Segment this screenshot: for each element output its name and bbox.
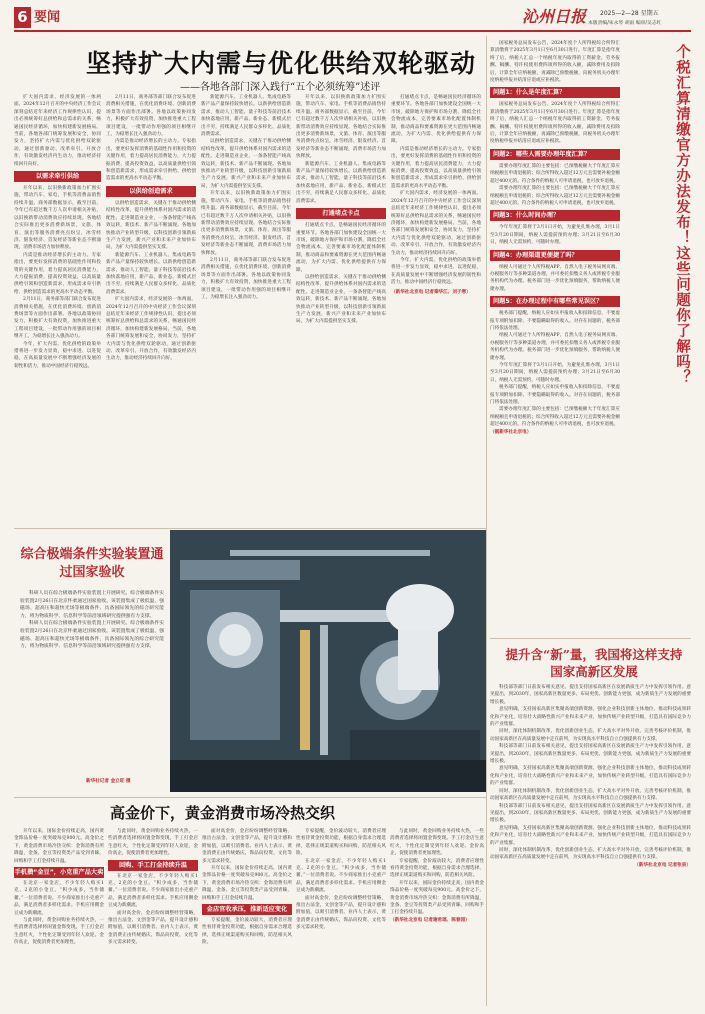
lab-photo	[170, 530, 486, 792]
gold-para: 在北京一家金店，不少年轻人购买1克、2克的小金豆。“积少成多，当作储蓄。”一位消费者说。不少商家推出小克重产品，满足消费者多样化需求。手机应用攒金豆成为新潮流。	[14, 881, 104, 916]
innovation-credit: （新华社北京电 记者张泉）	[634, 862, 691, 868]
tax-para: 今年年度汇算将于3月1日开始，为避免扎堆办理，3月1日至3月20日期间，纳税人需提前预约办理；3月21日至6月30日，纳税人无需预约，可随时办理。	[490, 225, 620, 246]
lead-body-col1	[14, 94, 101, 524]
lead-para: 今年，扩大内需、优化供给的政策举措将进一步发力显效，稳中求进、以进促稳，在高质量发展中不断增强经济发展的韧性和活力，推动中国经济行稳致远。	[391, 257, 481, 286]
gold-body-col3	[202, 828, 292, 1006]
lead-para: 新能源汽车、工业机器人、集成电路等新产品产量保持较快增长。以新供给创造新需求，推动人工智能、量子科技等前沿技术加快落地应用，新产品、新业态、新模式层出不穷，持续满足人民群众多样化、品质化消费需求。	[201, 95, 291, 138]
gold-para: 开年以来，国际金价持续走高，国内黄金饰品价格一度突破每克900元。高金价之下，黄金消费市场冷热交织：金饰消费有所降温，金条、金豆等投资类产品受到青睐，回购和手工打金持续升温。	[14, 829, 104, 864]
lab-caption	[20, 590, 164, 690]
gold-para: 开年以来，国际金价持续走高，国内黄金饰品价格一度突破每克900元。高金价之下，黄金消费市场冷热交织：金饰消费有所降温，金条、金豆等投资类产品受到青睐，回购和手工打金持续升温。	[390, 880, 484, 916]
header-rule	[14, 30, 691, 32]
lead-subhead-blockage: 打通堵点卡点	[296, 208, 386, 219]
lead-para: 内需是推动经济增长的主动力。专家指出，要更好发挥消费的基础性作用和投资的关键作用，着力提高居民消费能力，大力提振消费、提高投资效益，以高质量供给引领和创造新需求，形成需求牵引供给、供给创造需求的更高水平动态平衡。	[14, 252, 101, 295]
gold-subhead-small-weight: 手机攒“金豆”，小克重产品大卖	[14, 869, 104, 877]
gold-body-col4	[296, 828, 386, 1006]
tax-para: 需要办理年度汇算的主要包括：已预缴税额大于年度汇算应纳税额且申请退税的；综合所得收入超过12万元且需要补税金额超过400元的。符合条件的纳税人可申请退税，也可放弃退税。	[490, 407, 620, 428]
innovation-para: 同时，深化体制机制改革，优化创新创业生态，扩大高水平对外开放，完善考核评价机制，推动国家高新区在高质量发展中走在前列，为实现高水平科技自立自强提供有力支撑。	[490, 788, 691, 802]
innovation-para: 科技部等部门日前发布相关意见，提出支持国家高新区在发展新质生产力中发挥引领作用。意见提出，到2030年，国家高新区数量更多、布局更优、创新能力更强，成为新质生产力发展的重要增长极。	[490, 685, 691, 705]
tax-para: 纳税人可通过个人所得税APP、自然人电子税务局网页端、办税服务厅等多种渠道办理，并可委托扣缴义务人或涉税专业服务机构代为办理。税务部门进一步优化预填服务，帮助纳税人便捷办理。	[490, 333, 620, 361]
innovation-body	[490, 684, 691, 1006]
gold-para: 在北京一家金店，不少年轻人购买1克、2克的小金豆。“积少成多，当作储蓄。”一位消费者说。不少商家推出小克重产品，满足消费者多样化需求。手机应用攒金豆成为新潮流。	[296, 858, 386, 894]
section-divider	[14, 797, 486, 798]
gold-subhead-stores: 金店官收承压，推新适应变化	[202, 904, 292, 915]
lead-para: 开年以来，以旧换新政策加力扩围实施，带动汽车、家电、手机等消费品销售持续升温。商务部数据显示，截至目前，今年已有超过数千万人次申请相关补贴，以旧换新带动消费效应持续显现。各地结合实际推出更多消费新场景，文旅、体育、演出等服务消费亮点纷呈，冰雪经济、银发经济、首发经济等新业态不断涌现，消费市场活力加快释放。	[296, 95, 386, 160]
tax-para: 需要办理年度汇算的主要包括：已预缴税额大于年度汇算应纳税额且申请退税的；综合所得收入超过12万元且需要补税金额超过400元的。符合条件的纳税人可申请退税，也可放弃退税。	[490, 163, 620, 184]
newspaper-logo: 沁州日报	[522, 7, 587, 26]
lab-equipment-image	[170, 530, 486, 792]
gold-para: 面对高金价，金店纷纷调整经营策略，推出古法金、文创金等产品，提升设计感和附加值，以吸引消费者。业内人士表示，黄金消费正由传统婚庆、饰品向投资、文化等多元需求转变。	[202, 829, 292, 864]
lead-headline: 坚持扩大内需与优化供给双轮驱动	[86, 49, 477, 78]
lead-para: 今年，扩大内需、优化供给的政策举措将进一步发力显效，稳中求进、以进促稳，在高质量发展中不断增强经济发展的韧性和活力，推动中国经济行稳致远。	[14, 341, 101, 369]
tax-question-3: 问题3：什么时间办理？	[490, 210, 620, 221]
lead-body-col3	[201, 94, 291, 524]
gold-para: 专家提醒，金价波动较大，消费者应理性看待黄金投资功能，根据自身需求合理选择，选择正规渠道购买和回购，防范相关风险。	[202, 918, 292, 946]
tax-question-4: 问题4：办理渠道更便捷了吗？	[490, 250, 620, 261]
editor-line: 本版责编/朱永琴 胡雨 编审/吴志红	[588, 21, 662, 26]
tax-question-1: 问题1：什么是年度汇算？	[490, 87, 620, 98]
photo-credit: 新华社记者 金立旺 摄	[86, 779, 131, 784]
lead-para: 以供给创造需求，关键在于推动供给侧结构性改革，提升供给体系对国内需求的适配性。走进制造业企业，一条条智能产线高效运转，新技术、新产品不断涌现。各地加快推动产业转型升级，以科技创新引领新质生产力发展，新兴产业和未来产业加快布局，为扩大内需提供坚实支撑。	[106, 200, 196, 251]
gold-para: 与此同时，黄金回购业务持续火热，一些消费者选择将闲置金饰变现。手工打金店生意红火，个性化定制受到年轻人欢迎。金价高企，促使消费者更加理性。	[14, 918, 104, 946]
gold-body-col5	[390, 828, 484, 1006]
lead-subheadline: ——各地各部门深入践行“五个必须统筹”述评	[180, 82, 381, 93]
gold-body-col2	[108, 828, 198, 1006]
tax-para: 税务部门提醒，纳税人应如实申报收入和扣除信息，不要虚报专项附加扣除、不要隐瞒取得的收入。对存在问题的，税务部门将依法处理。	[490, 385, 620, 406]
gold-para: 专家提醒，金价波动较大，消费者应理性看待黄金投资功能，根据自身需求合理选择，选择正规渠道购买和回购，防范相关风险。	[390, 858, 484, 879]
gold-para: 开年以来，国际金价持续走高，国内黄金饰品价格一度突破每克900元。高金价之下，黄金消费市场冷热交织：金饰消费有所降温，金条、金豆等投资类产品受到青睐，回购和手工打金持续升温。	[202, 866, 292, 901]
innovation-para: 同时，深化体制机制改革，优化创新创业生态，扩大高水平对外开放，完善考核评价机制，推动国家高新区在高质量发展中走在前列，为实现高水平科技自立自强提供有力支撑。	[490, 729, 691, 742]
lead-body-col4	[296, 94, 386, 524]
lab-headline: 综合极端条件实验装置通过国家验收	[20, 547, 164, 580]
lead-credit: （新华社北京电 记者秦华江、刘子寒）	[391, 289, 471, 295]
tax-para: 国家税务总局发布公告，2024年度个人所得税综合所得汇算清缴将于2025年3月1日至6月30日进行。年度汇算是指年度终了后，纳税人汇总一个纳税年度内取得的工资薪金、劳务报酬、稿酬、特许权使用费四项所得的收入额，减除费用及扣除后，计算全年应纳税额，再减除已预缴税额，向税务机关办理年度纳税申报并结清应退或应补税款。	[490, 102, 620, 145]
gold-para: 专家提醒，金价波动较大，消费者应理性看待黄金投资功能，根据自身需求合理选择，选择正规渠道购买和回购，防范相关风险。	[296, 829, 386, 857]
gold-para: 面对高金价，金店纷纷调整经营策略，推出古法金、文创金等产品，提升设计感和附加值，以吸引消费者。业内人士表示，黄金消费正由传统婚庆、饰品向投资、文化等多元需求转变。	[296, 895, 386, 931]
lead-body-col5	[391, 94, 481, 524]
gold-para: 面对高金价，金店纷纷调整经营策略，推出古法金、文创金等产品，提升设计感和附加值，以吸引消费者。业内人士表示，黄金消费正由传统婚庆、饰品向投资、文化等多元需求转变。	[108, 910, 198, 946]
lead-body-col2	[106, 94, 196, 524]
tax-question-5: 问题5：在办理过程中有哪些常见误区？	[490, 296, 620, 307]
lab-para: 科研人员在综合极端条件实验装置上开展研究。综合极端条件实验装置2月26日在北京怀柔通过国家验收。该装置集成了极低温、强磁场、超高压和超快光场等极端条件，具备国际领先的综合研究能力，将为物质科学、信息科学等前沿领域研究提供强有力支撑。	[20, 621, 164, 650]
issue-date: 2025—2—28 星期五	[600, 10, 659, 17]
lead-para: 以供给创造需求，关键在于推动供给侧结构性改革，提升供给体系对国内需求的适配性。走进制造业企业，一条条智能产线高效运转，新技术、新产品不断涌现。各地加快推动产业转型升级，以科技创新引领新质生产力发展，新兴产业和未来产业加快布局，为扩大内需提供坚实支撑。	[296, 274, 386, 325]
lead-para: 新能源汽车、工业机器人、集成电路等新产品产量保持较快增长。以新供给创造新需求，推动人工智能、量子科技等前沿技术加快落地应用，新产品、新业态、新模式层出不穷，持续满足人民群众多样化、品质化消费需求。	[296, 161, 386, 204]
lead-para: 打通堵点卡点，是畅通国民经济循环的重要环节。各地各部门加快建设全国统一大市场，破除地方保护和市场分割，降低全社会物流成本，完善要素市场化配置体制机制，推动商品和要素资源在更大范围内畅通流动，为扩大内需、优化供给提供有力保障。	[296, 223, 386, 273]
lead-para: 2月11日，商务部等部门联合发布促进消费相关措施，在优化消费环境、创新消费场景等方面作出部署。各地以政策协同发力，积极扩大有效投资，加快推进重大工程项目建设，一批带动作用强的项目相继开工，为稳增长注入强劲动力。	[201, 257, 291, 300]
tax-headline: 个税汇算清缴官方办法发布！这些问题你了解吗？	[674, 44, 691, 385]
lead-para: 打通堵点卡点，是畅通国民经济循环的重要环节。各地各部门加快建设全国统一大市场，破除地方保护和市场分割，降低全社会物流成本，完善要素市场化配置体制机制，推动商品和要素资源在更大范围内畅通流动，为扩大内需、优化供给提供有力保障。	[391, 95, 481, 145]
lead-para: 新能源汽车、工业机器人、集成电路等新产品产量保持较快增长。以新供给创造新需求，推动人工智能、量子科技等前沿技术加快落地应用，新产品、新业态、新模式层出不穷，持续满足人民群众多样化、品质化消费需求。	[106, 252, 196, 295]
tax-body-col1	[490, 40, 620, 630]
innovation-para: 意见明确，支持国家高新区集聚高端创新资源，强化企业科技创新主体地位，推动科技成果转化和产业化，培育壮大战略性新兴产业和未来产业，加快传统产业转型升级，打造具有国际竞争力的产业集群。	[490, 825, 691, 846]
tax-para: 需要办理年度汇算的主要包括：已预缴税额大于年度汇算应纳税额且申请退税的；综合所得收入超过12万元且需要补税金额超过400元的。符合条件的纳税人可申请退税，也可放弃退税。	[490, 186, 620, 206]
lead-para: 扩大国内需求，经济发展的一体两面。2024年12月召开的中央经济工作会议深刻总结近年来经济工作规律性认识，提出必须统筹好总供给和总需求的关系，畅通国民经济循环，加快构建新发展格局。当前，各地各部门统筹发展和安全，协同发力，坚持扩大内需与优化供给双轮驱动，通过创新驱动、改革牵引、开放合作，有效激发经济内生动力，推动经济持续回升向好。	[391, 191, 481, 256]
innovation-para: 科技部等部门日前发布相关意见，提出支持国家高新区在发展新质生产力中发挥引领作用。意见提出，到2030年，国家高新区数量更多、布局更优、创新能力更强，成为新质生产力发展的重要增长极。	[490, 803, 691, 824]
innovation-para: 科技部等部门日前发布相关意见，提出支持国家高新区在发展新质生产力中发挥引领作用。意见提出，到2030年，国家高新区数量更多、布局更优、创新能力更强，成为新质生产力发展的重要增长极。	[490, 744, 691, 765]
section-divider	[14, 528, 486, 529]
lead-para: 内需是推动经济增长的主动力。专家指出，要更好发挥消费的基础性作用和投资的关键作用，着力提高居民消费能力，大力提振消费、提高投资效益，以高质量供给引领和创造新需求，形成需求牵引供给、供给创造需求的更高水平动态平衡。	[106, 139, 196, 182]
lead-subhead-supply: 以供给创造需求	[106, 186, 196, 197]
lab-para: 科研人员在综合极端条件实验装置上开展研究。综合极端条件实验装置2月26日在北京怀柔通过国家验收。该装置集成了极低温、强磁场、超高压和超快光场等极端条件，具备国际领先的综合研究能力，将为物质科学、信息科学等前沿领域研究提供强有力支撑。	[20, 591, 164, 619]
gold-para: 在北京一家金店，不少年轻人购买1克、2克的小金豆。“积少成多，当作储蓄。”一位消费者说。不少商家推出小克重产品，满足消费者多样化需求。手机应用攒金豆成为新潮流。	[108, 873, 198, 909]
lead-para: 2月11日，商务部等部门联合发布促进消费相关措施，在优化消费环境、创新消费场景等方面作出部署。各地以政策协同发力，积极扩大有效投资，加快推进重大工程项目建设，一批带动作用强的项目相继开工，为稳增长注入强劲动力。	[14, 297, 101, 340]
section-divider	[490, 638, 691, 639]
gold-credit: （新华社北京电 记者谢希瑶、陈春园）	[390, 917, 470, 923]
innovation-para: 同时，深化体制机制改革，优化创新创业生态，扩大高水平对外开放，完善考核评价机制，推动国家高新区在高质量发展中走在前列，为实现高水平科技自立自强提供有力支撑。	[490, 847, 691, 861]
page-number-badge: 6	[14, 7, 31, 28]
gold-body-col1	[14, 828, 104, 1006]
lead-subhead-demand: 以需求牵引供给	[14, 171, 101, 182]
lead-para: 扩大国内需求，经济发展的一体两面。2024年12月召开的中央经济工作会议深刻总结近年来经济工作规律性认识，提出必须统筹好总供给和总需求的关系，畅通国民经济循环，加快构建新发展格局。当前，各地各部门统筹发展和安全，协同发力，坚持扩大内需与优化供给双轮驱动，通过创新驱动、改革牵引、开放合作，有效激发经济内生动力，推动经济持续回升向好。	[14, 95, 101, 167]
tax-question-2: 问题2：哪些人需要办理年度汇算？	[490, 149, 620, 160]
gold-headline: 高金价下，黄金消费市场冷热交织	[110, 804, 336, 822]
tax-para: 今年年度汇算将于3月1日开始，为避免扎堆办理，3月1日至3月20日期间，纳税人需提前预约办理；3月21日至6月30日，纳税人无需预约，可随时办理。	[490, 363, 620, 383]
lead-para: 内需是推动经济增长的主动力。专家指出，要更好发挥消费的基础性作用和投资的关键作用，着力提高居民消费能力，大力提振消费、提高投资效益，以高质量供给引领和创造新需求，形成需求牵引供给、供给创造需求的更高水平动态平衡。	[391, 146, 481, 189]
tax-para: 纳税人可通过个人所得税APP、自然人电子税务局网页端、办税服务厅等多种渠道办理，并可委托扣缴义务人或涉税专业服务机构代为办理。税务部门进一步优化预填服务，帮助纳税人便捷办理。	[490, 264, 620, 292]
column-divider	[486, 36, 487, 1006]
innovation-para: 意见明确，支持国家高新区集聚高端创新资源，强化企业科技创新主体地位，推动科技成果转化和产业化，培育壮大战略性新兴产业和未来产业，加快传统产业转型升级，打造具有国际竞争力的产业集群。	[490, 766, 691, 787]
innovation-headline: 提升含“新”量，我国将这样支持国家高新区发展	[505, 647, 683, 679]
lead-para: 以供给创造需求，关键在于推动供给侧结构性改革，提升供给体系对国内需求的适配性。走进制造业企业，一条条智能产线高效运转，新技术、新产品不断涌现。各地加快推动产业转型升级，以科技创新引领新质生产力发展，新兴产业和未来产业加快布局，为扩大内需提供坚实支撑。	[201, 139, 291, 189]
gold-para: 与此同时，黄金回购业务持续火热，一些消费者选择将闲置金饰变现。手工打金店生意红火，个性化定制受到年轻人欢迎。金价高企，促使消费者更加理性。	[108, 829, 198, 857]
gold-para: 与此同时，黄金回购业务持续火热，一些消费者选择将闲置金饰变现。手工打金店生意红火，个性化定制受到年轻人欢迎。金价高企，促使消费者更加理性。	[390, 829, 484, 857]
tax-para: 国家税务总局发布公告，2024年度个人所得税综合所得汇算清缴将于2025年3月1日至6月30日进行。年度汇算是指年度终了后，纳税人汇总一个纳税年度内取得的工资薪金、劳务报酬、稿酬、特许权使用费四项所得的收入额，减除费用及扣除后，计算全年应纳税额，再减除已预缴税额，向税务机关办理年度纳税申报并结清应退或应补税款。	[490, 41, 620, 84]
lead-para: 2月11日，商务部等部门联合发布促进消费相关措施，在优化消费环境、创新消费场景等方面作出部署。各地以政策协同发力，积极扩大有效投资，加快推进重大工程项目建设，一批带动作用强的项目相继开工，为稳增长注入强劲动力。	[106, 95, 196, 138]
tax-credit: （据新华社北京电）	[490, 429, 532, 435]
innovation-para: 意见明确，支持国家高新区集聚高端创新资源，强化企业科技创新主体地位，推动科技成果转化和产业化，培育壮大战略性新兴产业和未来产业，加快传统产业转型升级，打造具有国际竞争力的产业集群。	[490, 707, 691, 728]
gold-subhead-buyback: 回购、手工打金持续升温	[108, 860, 198, 871]
tax-para: 税务部门提醒，纳税人应如实申报收入和扣除信息，不要虚报专项附加扣除、不要隐瞒取得的收入。对存在问题的，税务部门将依法处理。	[490, 311, 620, 331]
lead-para: 开年以来，以旧换新政策加力扩围实施，带动汽车、家电、手机等消费品销售持续升温。商务部数据显示，截至目前，今年已有超过数千万人次申请相关补贴，以旧换新带动消费效应持续显现。各地结合实际推出更多消费新场景，文旅、体育、演出等服务消费亮点纷呈，冰雪经济、银发经济、首发经济等新业态不断涌现，消费市场活力加快释放。	[14, 186, 101, 251]
lead-para: 扩大国内需求，经济发展的一体两面。2024年12月召开的中央经济工作会议深刻总结近年来经济工作规律性认识，提出必须统筹好总供给和总需求的关系，畅通国民经济循环，加快构建新发展格局。当前，各地各部门统筹发展和安全，协同发力，坚持扩大内需与优化供给双轮驱动，通过创新驱动、改革牵引、开放合作，有效激发经济内生动力，推动经济持续回升向好。	[106, 297, 196, 362]
section-label: 要闻	[34, 10, 61, 25]
lead-para: 开年以来，以旧换新政策加力扩围实施，带动汽车、家电、手机等消费品销售持续升温。商务部数据显示，截至目前，今年已有超过数千万人次申请相关补贴，以旧换新带动消费效应持续显现。各地结合实际推出更多消费新场景，文旅、体育、演出等服务消费亮点纷呈，冰雪经济、银发经济、首发经济等新业态不断涌现，消费市场活力加快释放。	[201, 191, 291, 256]
